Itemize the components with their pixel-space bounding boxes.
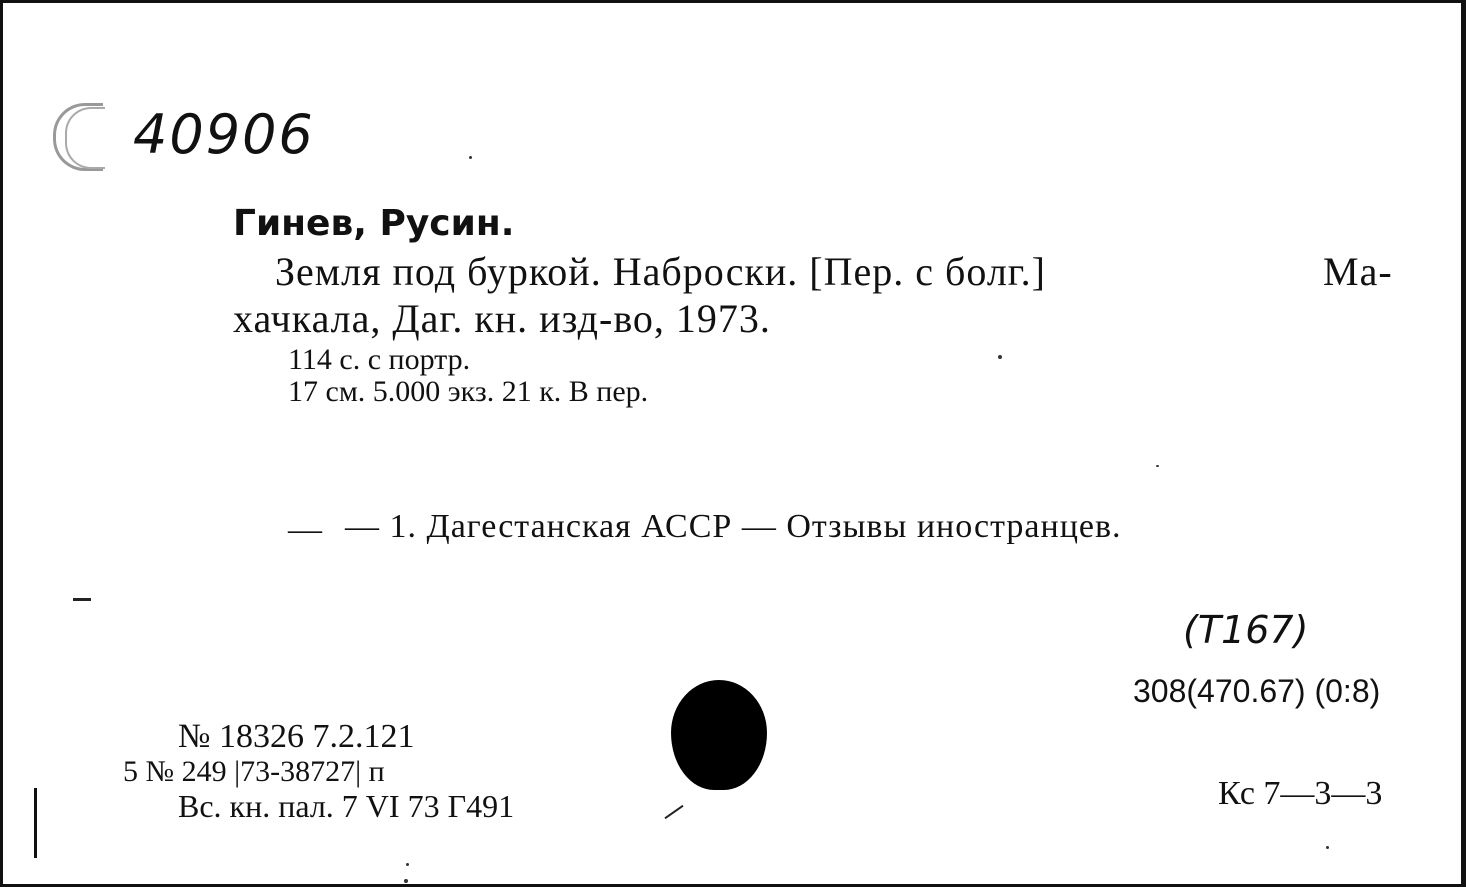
title-line-2: хачкала, Даг. кн. изд-во, 1973. (233, 296, 771, 341)
pencil-mark (664, 805, 683, 819)
speck (404, 879, 408, 883)
subject-dash: — (288, 511, 322, 548)
speck (998, 355, 1002, 359)
title-line-1: Земля под буркой. Наброски. [Пер. с болг.] (275, 249, 1047, 294)
subject-heading: — 1. Дагестанская АССР — Отзывы иностранцев. (345, 508, 1122, 545)
author: Гинев, Русин. (233, 203, 515, 244)
publisher-prefix: Ма- (1323, 249, 1393, 294)
speck (1156, 465, 1159, 467)
stamp-c-mark-inner (65, 107, 105, 169)
size-print-run: 17 см. 5.000 экз. 21 к. В пер. (288, 375, 649, 408)
pages: 114 с. с портр. (288, 343, 471, 376)
catalog-number: 40906 (133, 103, 315, 166)
order-line-2: 5 № 249 |73-38727| п (123, 755, 385, 788)
speck (469, 156, 472, 159)
speck (1326, 846, 1329, 849)
speck (406, 863, 409, 866)
classification-index: 308(470.67) (0:8) (1133, 673, 1381, 709)
margin-line (34, 788, 37, 858)
margin-mark (73, 598, 91, 601)
order-line-3: Вс. кн. пал. 7 VI 73 Г491 (178, 788, 515, 824)
order-line-1: № 18326 7.2.121 (178, 718, 415, 755)
handwritten-code: (Т167) (1183, 608, 1309, 652)
kc-code: Кс 7—3—3 (1218, 775, 1383, 812)
